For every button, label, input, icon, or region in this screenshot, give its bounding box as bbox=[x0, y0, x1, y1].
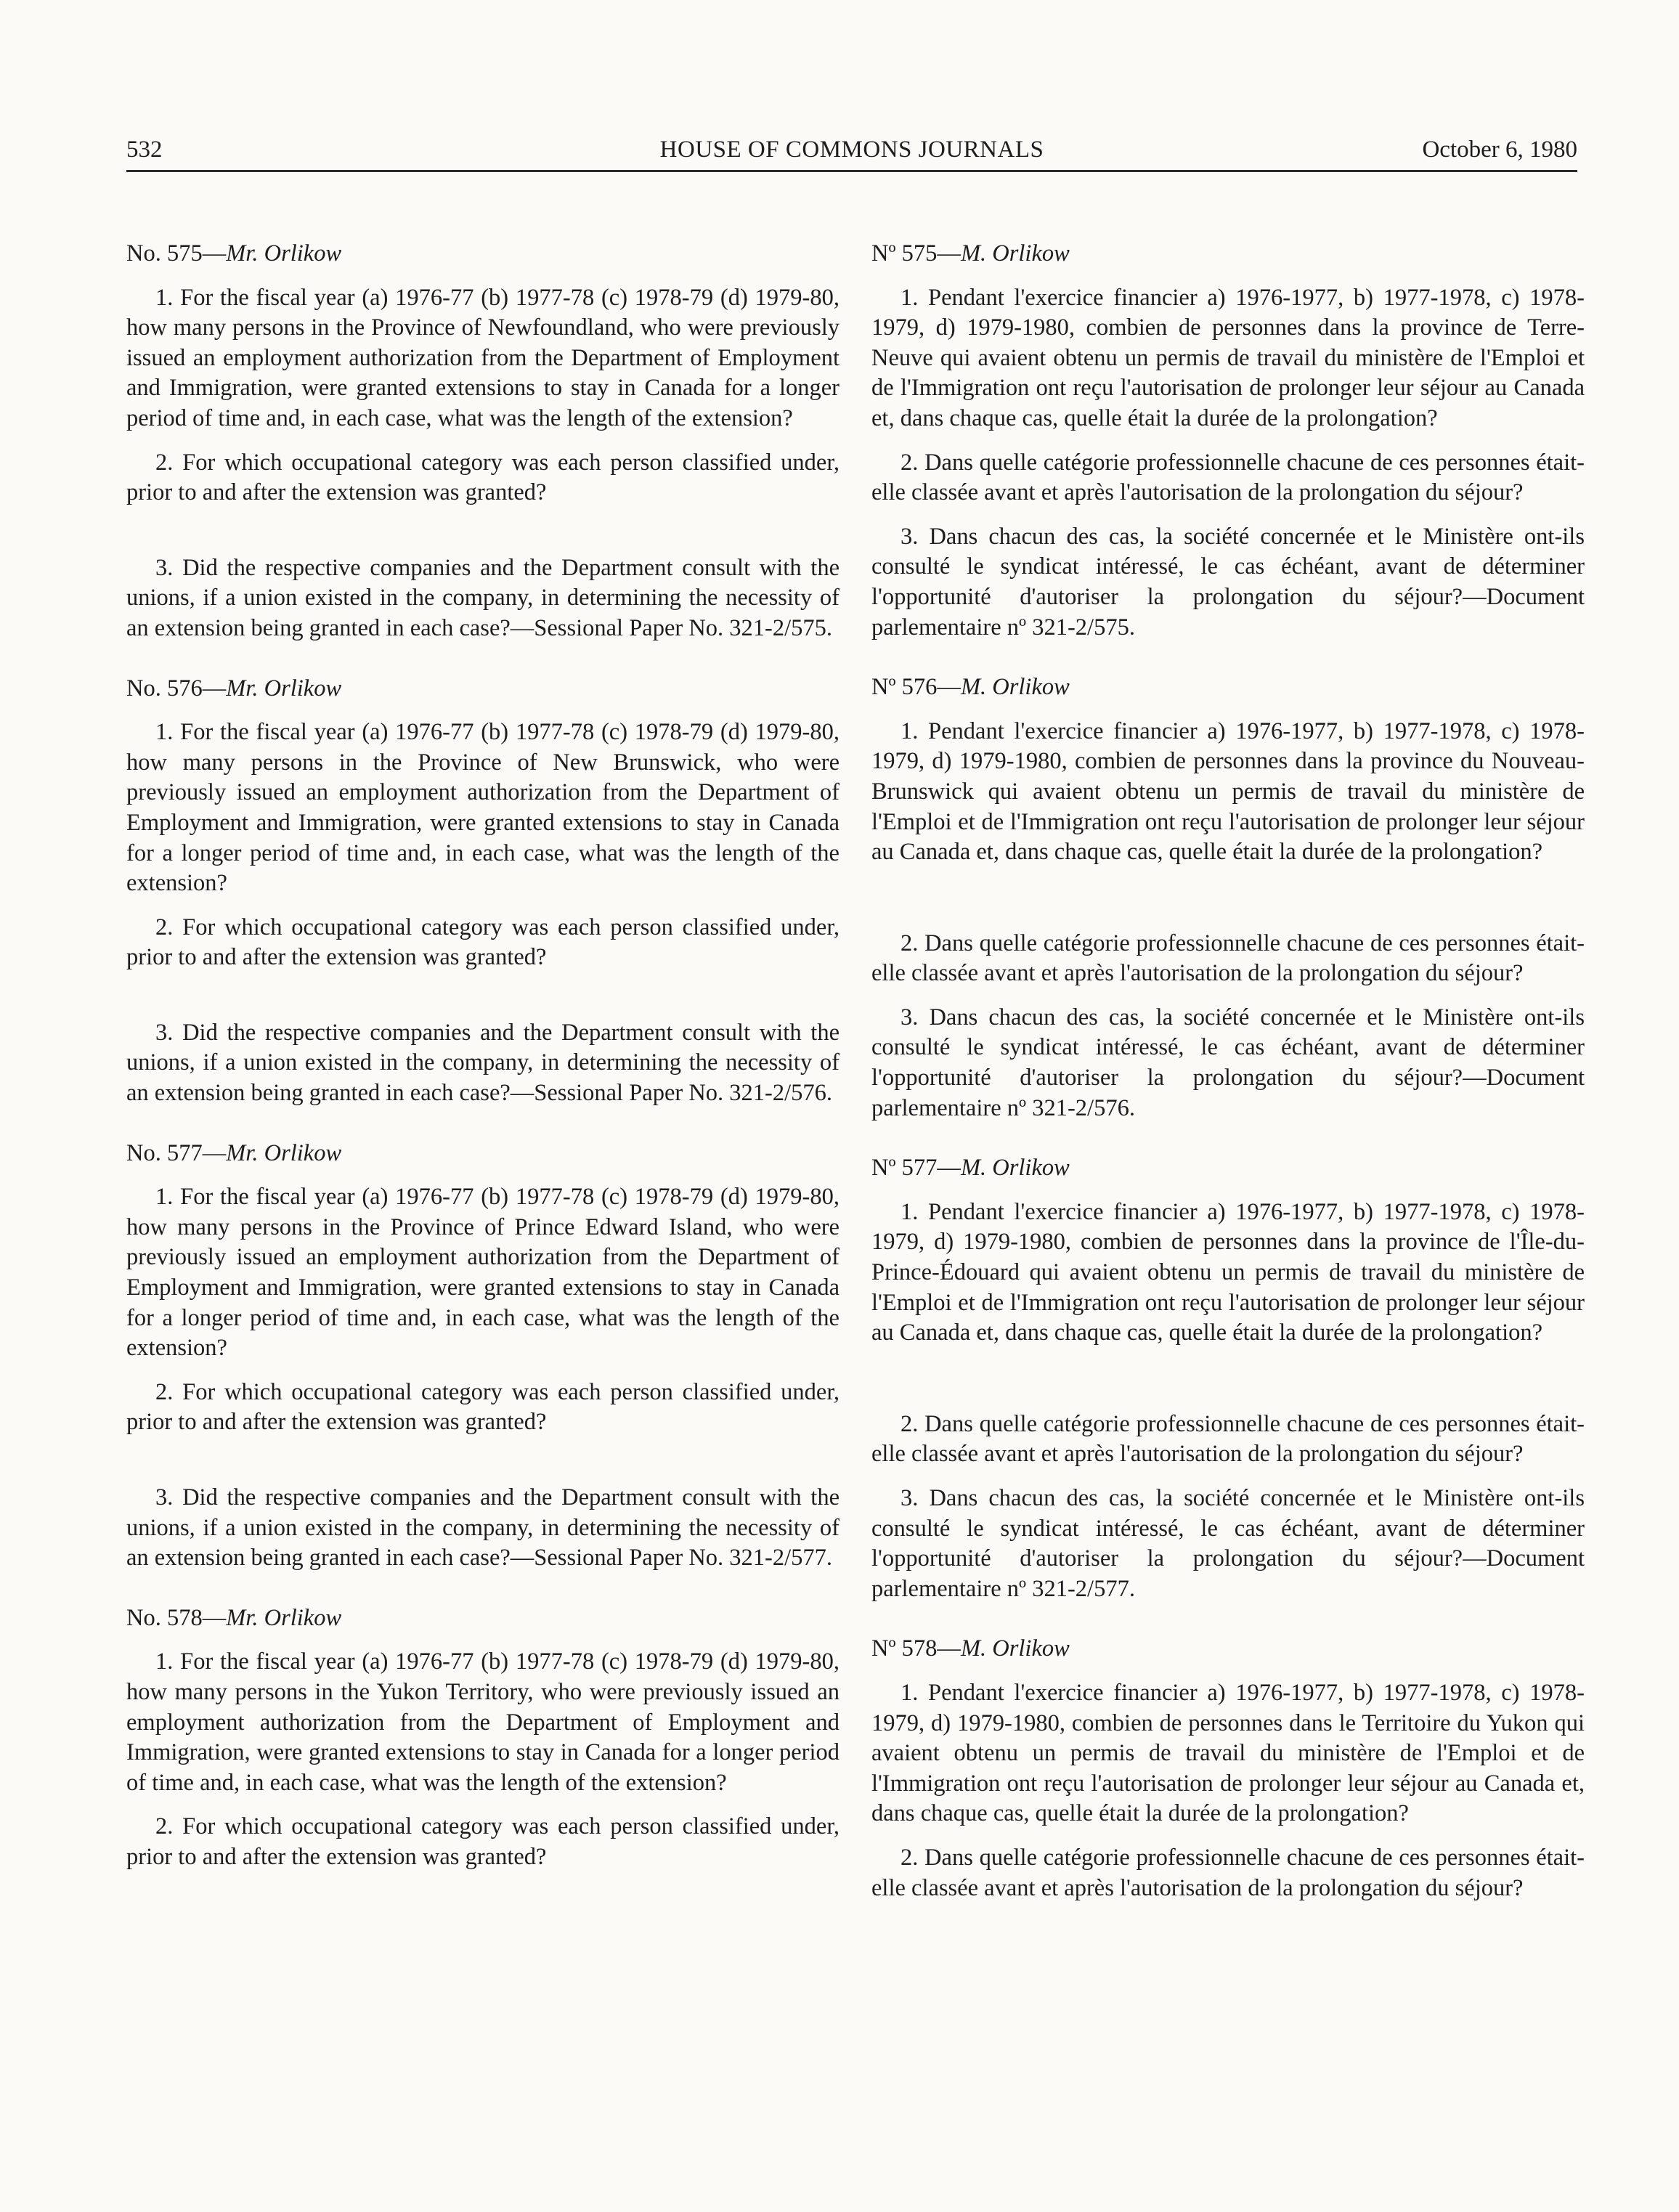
question-number: No. 576— bbox=[126, 675, 227, 702]
question-578-part-1: 1. For the fiscal year (a) 1976-77 (b) 1977-78 (c) 1978-79 (d) 1979-80, how many persons in the Yukon Territory, who were previously issued an employment authorization from the Department of Employment and Immigration, were granted extensions to stay in Canada for a longer period of time and, in each case, what was the length of the extension? bbox=[126, 1648, 840, 1796]
question-heading-577 bbox=[126, 1139, 840, 1169]
running-header bbox=[126, 129, 1577, 172]
question-number: No. 575— bbox=[126, 240, 227, 267]
journal-title: HOUSE OF COMMONS JOURNALS bbox=[659, 137, 1044, 163]
question-heading-577 bbox=[871, 1153, 1585, 1184]
question-575-part-3: 3. Dans chacun des cas, la société concernée et le Ministère ont-ils consulté le syndicat intéressé, le cas échéant, avant de déterminer l'opportunité d'autoriser la prolongation du séjour?—Document parlementaire nº 321-2/575. bbox=[871, 523, 1585, 641]
question-575-part-2: 2. For which occupational category was each person classified under, prior to and after the extension was granted? bbox=[126, 449, 840, 506]
member-name: Mr. Orlikow bbox=[226, 1139, 342, 1166]
english-column bbox=[126, 239, 840, 1873]
question-576-part-2: 2. Dans quelle catégorie professionnelle chacune de ces personnes était-elle classée avant et après l'autorisation de la prolongation du séjour? bbox=[871, 930, 1585, 987]
question-577-part-2: 2. Dans quelle catégorie professionnelle chacune de ces personnes était-elle classée avant et après l'autorisation de la prolongation du séjour? bbox=[871, 1410, 1585, 1468]
member-name: M. Orlikow bbox=[960, 1635, 1070, 1662]
question-577-part-1: 1. For the fiscal year (a) 1976-77 (b) 1977-78 (c) 1978-79 (d) 1979-80, how many persons in the Province of Prince Edward Island, who were previously issued an employment authorization from the Department of Employment and Immigration, were granted extensions to stay in Canada for a longer period of time and, in each case, what was the length of the extension? bbox=[126, 1184, 840, 1362]
question-576-part-1: 1. For the fiscal year (a) 1976-77 (b) 1977-78 (c) 1978-79 (d) 1979-80, how many persons in the Province of New Brunswick, who were previously issued an employment authorization from the Department of Employment and Immigration, were granted extensions to stay in Canada for a longer period of time and, in each case, what was the length of the extension? bbox=[126, 719, 840, 897]
question-575-part-2: 2. Dans quelle catégorie professionnelle chacune de ces personnes était-elle classée avant et après l'autorisation de la prolongation du séjour? bbox=[871, 449, 1585, 506]
question-578-part-2: 2. Dans quelle catégorie professionnelle chacune de ces personnes était-elle classée avant et après l'autorisation de la prolongation du séjour? bbox=[871, 1844, 1585, 1901]
member-name: Mr. Orlikow bbox=[226, 675, 342, 702]
member-name: Mr. Orlikow bbox=[226, 1604, 342, 1631]
question-576-part-1: 1. Pendant l'exercice financier a) 1976-1977, b) 1977-1978, c) 1978-1979, d) 1979-1980, combien de personnes dans la province du Nouveau-Brunswick qui avaient obtenu un permis de travail du ministère de l'Emploi et de l'Immigration ont reçu l'autorisation de prolonger leur séjour au Canada et, dans chaque cas, quelle était la durée de la prolongation? bbox=[871, 717, 1585, 866]
page-number: 532 bbox=[126, 137, 163, 163]
question-number: No. 578— bbox=[126, 1604, 227, 1631]
question-575-part-1: 1. For the fiscal year (a) 1976-77 (b) 1977-78 (c) 1978-79 (d) 1979-80, how many persons in the Province of Newfoundland, who were previously issued an employment authorization from the Department of Employment and Immigration, were granted extensions to stay in Canada for a longer period of time and, in each case, what was the length of the extension? bbox=[126, 284, 840, 431]
question-heading-578 bbox=[126, 1603, 840, 1634]
question-576-part-2: 2. For which occupational category was each person classified under, prior to and after the extension was granted? bbox=[126, 914, 840, 971]
question-575-part-1: 1. Pendant l'exercice financier a) 1976-1977, b) 1977-1978, c) 1978-1979, d) 1979-1980, combien de personnes dans la province de Terre-Neuve qui avaient obtenu un permis de travail du ministère de l'Emploi et de l'Immigration ont reçu l'autorisation de prolonger leur séjour au Canada et, dans chaque cas, quelle était la durée de la prolongation? bbox=[871, 284, 1585, 431]
question-heading-576 bbox=[126, 674, 840, 704]
question-number: Nº 575— bbox=[871, 240, 961, 267]
question-577-part-3: 3. Dans chacun des cas, la société concernée et le Ministère ont-ils consulté le syndicat intéressé, le cas échéant, avant de déterminer l'opportunité d'autoriser la prolongation du séjour?—Document parlementaire nº 321-2/577. bbox=[871, 1485, 1585, 1602]
question-number: Nº 576— bbox=[871, 674, 961, 701]
question-578-part-2: 2. For which occupational category was each person classified under, prior to and after the extension was granted? bbox=[126, 1813, 840, 1870]
member-name: Mr. Orlikow bbox=[226, 240, 342, 267]
question-578-part-1: 1. Pendant l'exercice financier a) 1976-1977, b) 1977-1978, c) 1978-1979, d) 1979-1980, combien de personnes dans le Territoire du Yukon qui avaient obtenu un permis de travail du ministère de l'Emploi et de l'Immigration ont reçu l'autorisation de prolonger leur séjour au Canada et, dans chaque cas, quelle était la durée de la prolongation? bbox=[871, 1679, 1585, 1827]
question-heading-575 bbox=[126, 239, 840, 269]
question-577-part-3: 3. Did the respective companies and the Department consult with the unions, if a union existed in the company, in determining the necessity of an extension being granted in each case?—Sessional Paper No. 321-2/577. bbox=[126, 1484, 840, 1571]
french-column bbox=[871, 239, 1585, 1903]
question-575-part-3: 3. Did the respective companies and the Department consult with the unions, if a union existed in the company, in determining the necessity of an extension being granted in each case?—Sessional Paper No. 321-2/575. bbox=[126, 554, 840, 641]
question-heading-576 bbox=[871, 672, 1585, 703]
question-number: Nº 577— bbox=[871, 1155, 961, 1182]
question-577-part-1: 1. Pendant l'exercice financier a) 1976-1977, b) 1977-1978, c) 1978-1979, d) 1979-1980, combien de personnes dans la province de l'Île-du-Prince-Édouard qui avaient obtenu un permis de travail du ministère de l'Emploi et de l'Immigration ont reçu l'autorisation de prolonger leur séjour au Canada et, dans chaque cas, quelle était la durée de la prolongation? bbox=[871, 1198, 1585, 1346]
member-name: M. Orlikow bbox=[960, 674, 1070, 701]
question-576-part-3: 3. Dans chacun des cas, la société concernée et le Ministère ont-ils consulté le syndicat intéressé, le cas échéant, avant de déterminer l'opportunité d'autoriser la prolongation du séjour?—Document parlementaire nº 321-2/576. bbox=[871, 1004, 1585, 1121]
question-heading-578 bbox=[871, 1634, 1585, 1664]
question-576-part-3: 3. Did the respective companies and the Department consult with the unions, if a union existed in the company, in determining the necessity of an extension being granted in each case?—Sessional Paper No. 321-2/576. bbox=[126, 1019, 840, 1107]
member-name: M. Orlikow bbox=[960, 240, 1070, 267]
member-name: M. Orlikow bbox=[960, 1155, 1070, 1182]
question-number: Nº 578— bbox=[871, 1635, 961, 1662]
question-heading-575 bbox=[871, 239, 1585, 269]
journal-date: October 6, 1980 bbox=[1422, 137, 1577, 163]
question-577-part-2: 2. For which occupational category was each person classified under, prior to and after the extension was granted? bbox=[126, 1378, 840, 1436]
question-number: No. 577— bbox=[126, 1139, 227, 1166]
